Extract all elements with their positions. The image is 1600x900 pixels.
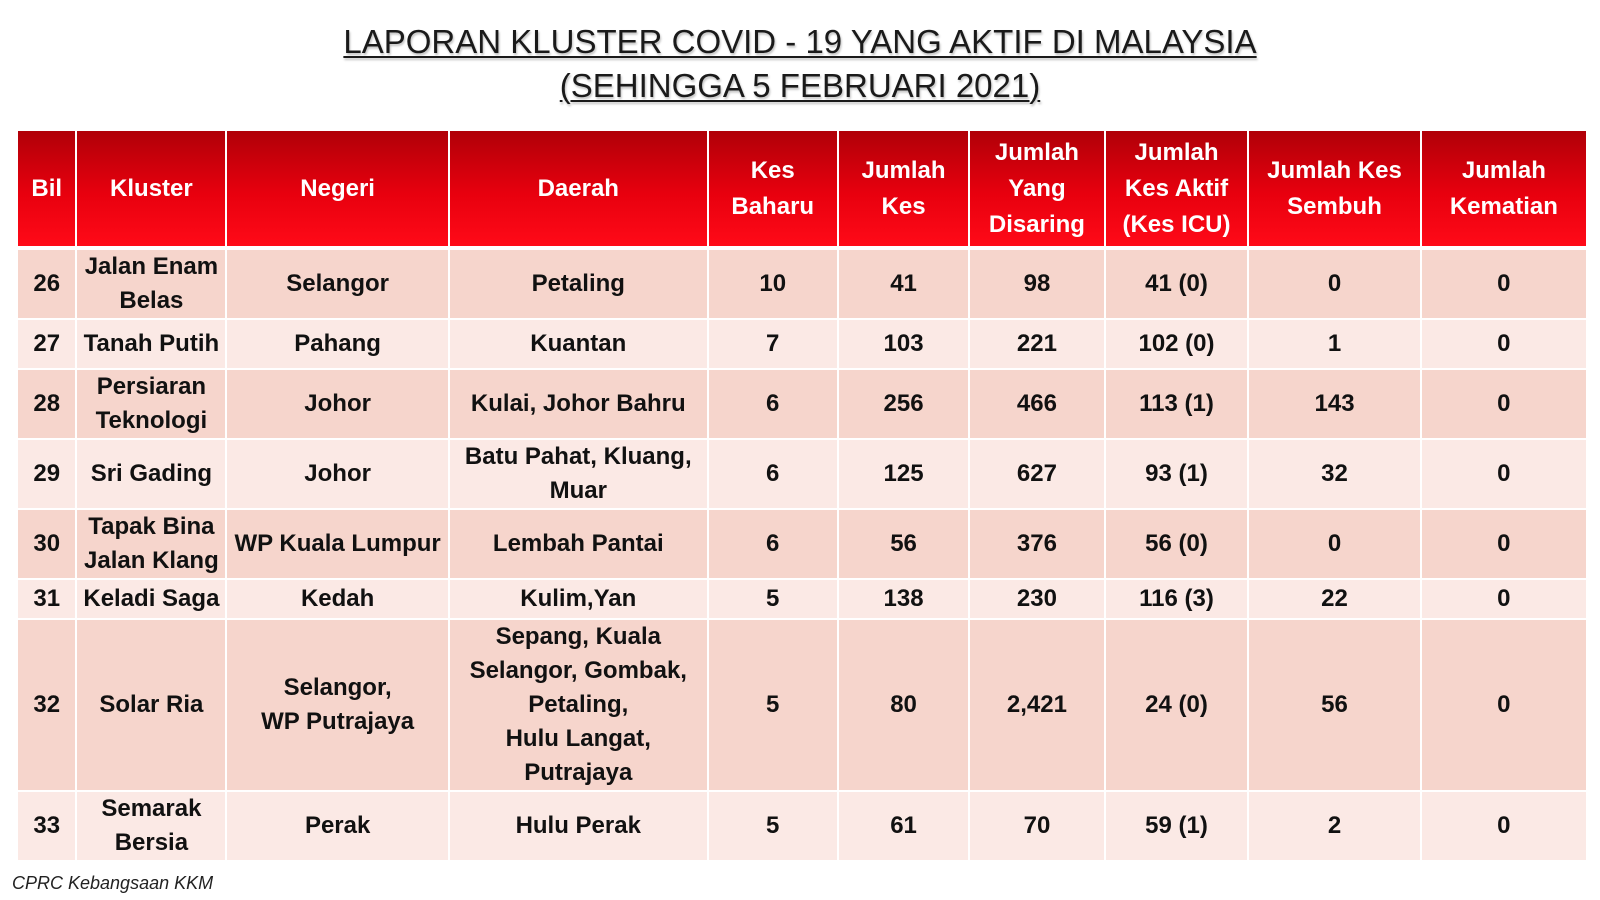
cell-jumlah-kes-aktif: 41 (0) — [1105, 248, 1249, 319]
cell-jumlah-disaring: 70 — [969, 791, 1104, 861]
cell-jumlah-kes: 256 — [838, 369, 969, 439]
cell-jumlah-kematian: 0 — [1421, 509, 1586, 579]
cell-jumlah-kes-sembuh: 32 — [1248, 439, 1420, 509]
cell-bil: 33 — [18, 791, 76, 861]
cell-bil: 28 — [18, 369, 76, 439]
cell-bil: 29 — [18, 439, 76, 509]
cell-jumlah-kematian: 0 — [1421, 439, 1586, 509]
cell-negeri: Johor — [226, 369, 449, 439]
cell-jumlah-kes-aktif: 59 (1) — [1105, 791, 1249, 861]
table-row — [18, 791, 1586, 861]
cell-jumlah-kes: 41 — [838, 248, 969, 319]
cell-jumlah-kes: 103 — [838, 319, 969, 369]
header-kluster: Kluster — [76, 131, 226, 248]
header-kes-baharu: Kes Baharu — [708, 131, 838, 248]
cell-kes-baharu: 6 — [708, 369, 838, 439]
cell-jumlah-kes-sembuh: 143 — [1248, 369, 1420, 439]
cell-kluster: Persiaran Teknologi — [76, 369, 226, 439]
cell-kluster: Solar Ria — [76, 619, 226, 791]
cell-kes-baharu: 5 — [708, 579, 838, 619]
cell-jumlah-kes: 125 — [838, 439, 969, 509]
title-line-1: LAPORAN KLUSTER COVID - 19 YANG AKTIF DI MALAYSIA — [343, 23, 1257, 60]
cell-jumlah-kematian: 0 — [1421, 579, 1586, 619]
cell-kluster: Jalan Enam Belas — [76, 248, 226, 319]
cell-bil: 26 — [18, 248, 76, 319]
cell-jumlah-kes: 56 — [838, 509, 969, 579]
cell-jumlah-disaring: 230 — [969, 579, 1104, 619]
cell-jumlah-kes-sembuh: 2 — [1248, 791, 1420, 861]
cell-kluster: Keladi Saga — [76, 579, 226, 619]
header-jumlah-kes: Jumlah Kes — [838, 131, 969, 248]
header-jumlah-kes-aktif: Jumlah Kes Aktif (Kes ICU) — [1105, 131, 1249, 248]
cell-jumlah-disaring: 98 — [969, 248, 1104, 319]
table-header-row — [18, 131, 1586, 248]
cell-bil: 31 — [18, 579, 76, 619]
cell-negeri: Johor — [226, 439, 449, 509]
cell-jumlah-kes-aktif: 93 (1) — [1105, 439, 1249, 509]
title-line-2: (SEHINGGA 5 FEBRUARI 2021) — [559, 67, 1041, 104]
cell-daerah: Kulim,Yan — [449, 579, 708, 619]
cell-negeri: Kedah — [226, 579, 449, 619]
cell-kes-baharu: 10 — [708, 248, 838, 319]
cell-jumlah-kes-sembuh: 0 — [1248, 509, 1420, 579]
table-row — [18, 619, 1586, 791]
cell-jumlah-kes: 80 — [838, 619, 969, 791]
cell-jumlah-kes-aktif: 102 (0) — [1105, 319, 1249, 369]
cell-jumlah-kes-sembuh: 0 — [1248, 248, 1420, 319]
cell-kes-baharu: 5 — [708, 791, 838, 861]
cell-daerah: Sepang, Kuala Selangor, Gombak, Petaling, Hulu Langat, Putrajaya — [449, 619, 708, 791]
header-negeri: Negeri — [226, 131, 449, 248]
report-title — [0, 20, 1600, 108]
cell-negeri: Selangor, WP Putrajaya — [226, 619, 449, 791]
cell-negeri: Perak — [226, 791, 449, 861]
cell-daerah: Batu Pahat, Kluang, Muar — [449, 439, 708, 509]
header-jumlah-kes-sembuh: Jumlah Kes Sembuh — [1248, 131, 1420, 248]
cell-jumlah-kematian: 0 — [1421, 791, 1586, 861]
cell-jumlah-kes-sembuh: 22 — [1248, 579, 1420, 619]
cell-kes-baharu: 6 — [708, 509, 838, 579]
cell-jumlah-kematian: 0 — [1421, 369, 1586, 439]
cell-bil: 32 — [18, 619, 76, 791]
cell-jumlah-kes: 61 — [838, 791, 969, 861]
cluster-table — [18, 131, 1586, 862]
cell-jumlah-kes-aktif: 113 (1) — [1105, 369, 1249, 439]
table-row — [18, 248, 1586, 319]
table-row — [18, 579, 1586, 619]
cell-jumlah-disaring: 376 — [969, 509, 1104, 579]
cell-jumlah-kes: 138 — [838, 579, 969, 619]
cell-daerah: Hulu Perak — [449, 791, 708, 861]
cell-jumlah-disaring: 466 — [969, 369, 1104, 439]
cell-jumlah-kes-aktif: 24 (0) — [1105, 619, 1249, 791]
cell-daerah: Petaling — [449, 248, 708, 319]
cell-jumlah-kes-sembuh: 56 — [1248, 619, 1420, 791]
cell-kes-baharu: 5 — [708, 619, 838, 791]
cell-daerah: Lembah Pantai — [449, 509, 708, 579]
header-daerah: Daerah — [449, 131, 708, 248]
table-row — [18, 509, 1586, 579]
table-row — [18, 319, 1586, 369]
source-credit: CPRC Kebangsaan KKM — [12, 873, 214, 893]
cell-bil: 27 — [18, 319, 76, 369]
cell-kluster: Tapak Bina Jalan Klang — [76, 509, 226, 579]
cell-jumlah-disaring: 627 — [969, 439, 1104, 509]
cell-jumlah-disaring: 2,421 — [969, 619, 1104, 791]
cell-negeri: Pahang — [226, 319, 449, 369]
cell-kes-baharu: 7 — [708, 319, 838, 369]
cell-negeri: Selangor — [226, 248, 449, 319]
cell-kluster: Tanah Putih — [76, 319, 226, 369]
cell-jumlah-kematian: 0 — [1421, 248, 1586, 319]
cell-kes-baharu: 6 — [708, 439, 838, 509]
cell-bil: 30 — [18, 509, 76, 579]
cell-jumlah-kes-aktif: 116 (3) — [1105, 579, 1249, 619]
cell-jumlah-kes-aktif: 56 (0) — [1105, 509, 1249, 579]
header-jumlah-kematian: Jumlah Kematian — [1421, 131, 1586, 248]
cell-kluster: Sri Gading — [76, 439, 226, 509]
cell-jumlah-kematian: 0 — [1421, 619, 1586, 791]
cell-daerah: Kuantan — [449, 319, 708, 369]
cell-jumlah-kematian: 0 — [1421, 319, 1586, 369]
cell-daerah: Kulai, Johor Bahru — [449, 369, 708, 439]
header-jumlah-disaring: Jumlah Yang Disaring — [969, 131, 1104, 248]
header-bil: Bil — [18, 131, 76, 248]
cell-jumlah-kes-sembuh: 1 — [1248, 319, 1420, 369]
cell-negeri: WP Kuala Lumpur — [226, 509, 449, 579]
table-row — [18, 369, 1586, 439]
cell-jumlah-disaring: 221 — [969, 319, 1104, 369]
cell-kluster: Semarak Bersia — [76, 791, 226, 861]
table-row — [18, 439, 1586, 509]
